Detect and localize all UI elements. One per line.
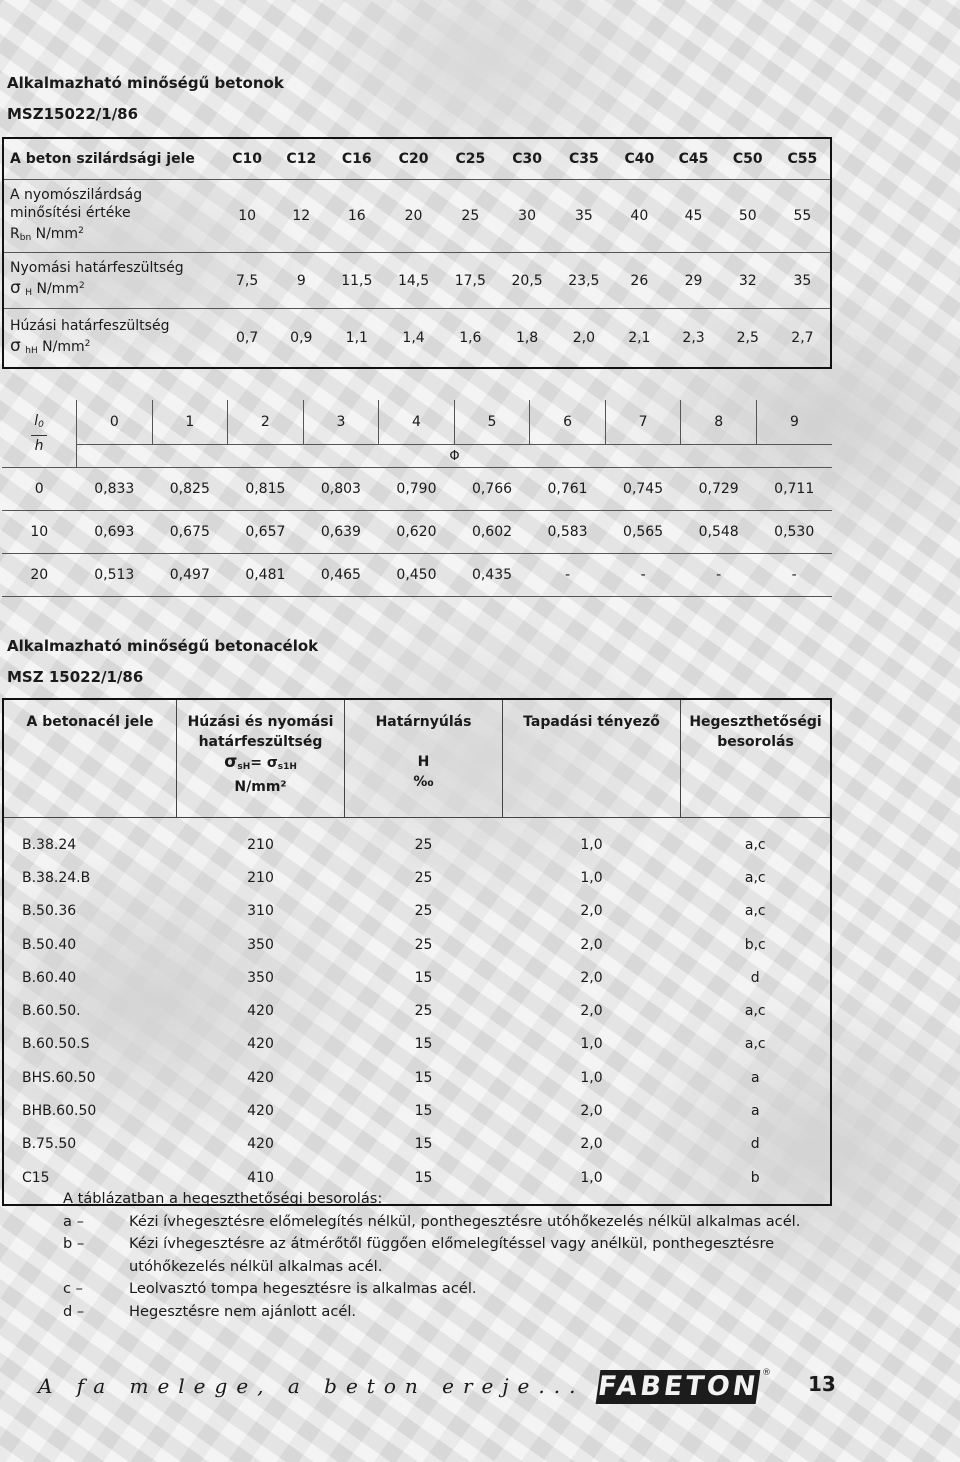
class-cell: C16 xyxy=(328,138,385,180)
phi-value: 0,790 xyxy=(379,468,455,511)
unit: N/mm xyxy=(35,225,79,242)
fraction-top-symbol: l xyxy=(34,413,39,429)
steel-row xyxy=(3,928,831,961)
steel-stress-cell: 350 xyxy=(247,969,274,986)
header-elong-unit: ‰ xyxy=(413,774,434,790)
sigma-symbol: σ xyxy=(10,278,21,298)
value-cell: 23,5 xyxy=(555,253,612,309)
header-bond: Tapadási tényező xyxy=(503,699,681,818)
note-item xyxy=(63,1211,849,1234)
column-header: 8 xyxy=(681,400,757,445)
value-cell: 50 xyxy=(721,180,775,253)
note-key: a – xyxy=(63,1212,84,1230)
note-text: Kézi ívhegesztésre előmelegítés nélkül, ponthegesztésre utóhőkezelés nélkül alkalmas acél. xyxy=(129,1212,801,1230)
symbol: R xyxy=(10,225,20,242)
section1-standard: MSZ15022/1/86 xyxy=(7,105,139,123)
steel-elong-cell: 25 xyxy=(414,1003,433,1020)
note-key: b – xyxy=(63,1235,85,1252)
weldability-notes xyxy=(63,1188,849,1323)
value-cell: 55 xyxy=(775,180,831,253)
ratio-fraction-cell xyxy=(2,400,77,468)
value-cell: 12 xyxy=(274,180,328,253)
value-cell: 0,9 xyxy=(290,330,313,346)
note-key: c – xyxy=(63,1280,83,1297)
value-cell: 1,1 xyxy=(345,330,368,346)
phi-value: 0,657 xyxy=(228,511,304,554)
value-cell: 45 xyxy=(666,180,720,253)
steel-row xyxy=(3,1128,831,1161)
steel-name-cell: B.38.24 xyxy=(22,836,77,853)
value-cell: 32 xyxy=(721,253,775,309)
phi-value: 0,513 xyxy=(77,554,153,597)
label-line: A nyomószilárdság xyxy=(10,186,143,203)
label-unit xyxy=(10,222,220,247)
phi-value: 0,620 xyxy=(379,511,455,554)
note-item xyxy=(63,1301,849,1324)
phi-value: 0,639 xyxy=(303,511,379,554)
steel-stress-cell: 420 xyxy=(247,1069,274,1086)
phi-value: 0,602 xyxy=(454,511,530,554)
header-weldability xyxy=(681,699,832,818)
steel-weld-cell: d xyxy=(750,969,760,986)
steel-elong-cell: 15 xyxy=(414,1036,433,1053)
steel-stress-cell: 410 xyxy=(247,1169,274,1186)
steel-bond-cell: 1,0 xyxy=(580,1169,603,1186)
steel-row xyxy=(3,828,831,861)
column-header: 6 xyxy=(530,400,606,445)
header-weld-line2: besorolás xyxy=(717,734,794,750)
compressive-stress-row xyxy=(3,253,831,309)
steel-elong-cell: 15 xyxy=(414,1136,433,1153)
column-header: 2 xyxy=(228,400,304,445)
formula-eq: = σ xyxy=(250,755,278,771)
value-cell: 20,5 xyxy=(499,253,556,309)
ratio-fraction xyxy=(31,411,47,456)
steel-weld-cell: a,c xyxy=(744,903,766,920)
steel-weld-cell: d xyxy=(750,1136,760,1153)
phi-row xyxy=(2,468,832,511)
class-cell: C20 xyxy=(385,138,442,180)
rebar-steel-table xyxy=(2,698,832,1206)
phi-value: 0,833 xyxy=(77,468,153,511)
steel-name-cell: B.60.50. xyxy=(22,1003,81,1020)
value-cell: 1,6 xyxy=(459,330,482,346)
value-cell: 40 xyxy=(612,180,666,253)
steel-name-cell: BHS.60.50 xyxy=(22,1069,96,1086)
steel-bond-cell: 2,0 xyxy=(580,903,603,920)
sigma-symbol: σ xyxy=(10,335,21,356)
fraction-bottom: h xyxy=(34,438,44,454)
phi-value: 0,815 xyxy=(228,468,304,511)
steel-stress-cell: 420 xyxy=(247,1103,274,1120)
steel-name-cell: B.38.24.B xyxy=(22,869,91,886)
steel-stress-cell: 210 xyxy=(247,869,274,886)
notes-intro: A táblázatban a hegeszthetőségi besorolás: xyxy=(63,1190,383,1207)
steel-row xyxy=(3,861,831,894)
note-item xyxy=(63,1278,849,1301)
phi-value: - xyxy=(605,554,681,597)
steel-weld-cell: b,c xyxy=(744,936,766,953)
phi-value: 0,675 xyxy=(152,511,228,554)
steel-bond-cell: 2,0 xyxy=(580,1136,603,1153)
fabeton-logo: FABETON xyxy=(595,1371,761,1402)
registered-mark: ® xyxy=(762,1368,771,1378)
steel-name-cell: B.60.50.S xyxy=(22,1036,90,1053)
class-cell: C55 xyxy=(775,138,831,180)
row-key: 0 xyxy=(2,468,77,511)
section1-title: Alkalmazható minőségű betonok xyxy=(7,74,284,92)
phi-value: 0,497 xyxy=(152,554,228,597)
note-item xyxy=(63,1233,849,1278)
header-stress-unit: N/mm² xyxy=(234,779,287,795)
steel-stress-cell: 420 xyxy=(247,1136,274,1153)
spacer-row xyxy=(3,818,831,829)
steel-elong-cell: 15 xyxy=(414,1103,433,1120)
column-header: 7 xyxy=(605,400,681,445)
section2-standard: MSZ 15022/1/86 xyxy=(7,668,144,686)
steel-row xyxy=(3,1094,831,1127)
phi-value: - xyxy=(756,554,832,597)
value-cell: 1,8 xyxy=(515,330,539,346)
concrete-grades-table xyxy=(2,137,832,369)
symbol-sub: hH xyxy=(25,345,38,356)
tensile-stress-row xyxy=(3,309,831,369)
steel-weld-cell: b xyxy=(750,1169,760,1186)
steel-bond-cell: 1,0 xyxy=(580,1036,603,1053)
section2-title: Alkalmazható minőségű betonacélok xyxy=(7,637,319,655)
unit: N/mm xyxy=(36,281,79,297)
column-header: 3 xyxy=(303,400,379,445)
phi-value: 0,803 xyxy=(303,468,379,511)
column-header: 0 xyxy=(77,400,153,445)
value-cell: 2,5 xyxy=(736,330,759,346)
row-key: 20 xyxy=(2,554,77,597)
header-name: A betonacél jele xyxy=(3,699,177,818)
steel-bond-cell: 2,0 xyxy=(580,1003,603,1020)
value-cell: 1,4 xyxy=(402,330,425,346)
steel-elong-cell: 25 xyxy=(414,903,433,920)
value-cell: 16 xyxy=(328,180,385,253)
unit: N/mm xyxy=(42,338,85,355)
footer-motto: A fa melege, a beton ereje... xyxy=(38,1374,585,1398)
label-line: Húzási határfeszültség xyxy=(10,317,170,334)
unit-sup: 2 xyxy=(84,338,91,349)
value-cell: 10 xyxy=(220,180,274,253)
header-elong-symbol: H xyxy=(417,754,430,770)
class-cell: C30 xyxy=(499,138,556,180)
value-cell: 17,5 xyxy=(442,253,499,309)
value-cell: 7,5 xyxy=(220,253,274,309)
phi-symbol: Φ xyxy=(77,445,833,468)
phi-value: 0,711 xyxy=(756,468,832,511)
phi-value: 0,530 xyxy=(756,511,832,554)
steel-bond-cell: 1,0 xyxy=(580,836,603,853)
steel-name-cell: B.60.40 xyxy=(22,969,77,986)
header-stress xyxy=(177,699,345,818)
value-cell: 35 xyxy=(775,253,831,309)
steel-stress-cell: 420 xyxy=(247,1003,274,1020)
steel-header-row xyxy=(3,699,831,818)
symbol-sub: bn xyxy=(19,232,32,243)
phi-value: 0,766 xyxy=(454,468,530,511)
column-header: 1 xyxy=(152,400,228,445)
label-line: minősítési értéke xyxy=(10,204,131,221)
value-cell: 25 xyxy=(442,180,499,253)
phi-value: 0,450 xyxy=(379,554,455,597)
steel-weld-cell: a,c xyxy=(744,1003,766,1020)
note-text: Hegesztésre nem ajánlott acél. xyxy=(129,1302,357,1320)
class-cell: C25 xyxy=(442,138,499,180)
column-header: 5 xyxy=(454,400,530,445)
compressive-strength-row xyxy=(3,180,831,253)
phi-row xyxy=(2,554,832,597)
row-label xyxy=(3,180,220,253)
steel-weld-cell: a,c xyxy=(744,836,766,853)
phi-value: 0,481 xyxy=(228,554,304,597)
steel-bond-cell: 2,0 xyxy=(580,1103,603,1120)
steel-row xyxy=(3,1028,831,1061)
phi-value: 0,583 xyxy=(530,511,606,554)
label-unit xyxy=(10,277,220,302)
value-cell: 2,0 xyxy=(572,330,595,346)
phi-value: 0,548 xyxy=(681,511,757,554)
steel-elong-cell: 15 xyxy=(414,969,433,986)
steel-row xyxy=(3,994,831,1027)
phi-header-row xyxy=(2,400,832,445)
steel-name-cell: C15 xyxy=(22,1169,50,1186)
steel-name-cell: B.75.50 xyxy=(22,1136,77,1153)
steel-row xyxy=(3,1061,831,1094)
phi-row xyxy=(2,511,832,554)
header-elongation xyxy=(345,699,503,818)
value-cell: 9 xyxy=(274,253,328,309)
unit-sup: 2 xyxy=(78,281,85,291)
steel-stress-cell: 210 xyxy=(247,836,274,853)
class-cell: C10 xyxy=(220,138,274,180)
page-number: 13 xyxy=(808,1372,836,1396)
row-label xyxy=(3,309,220,369)
header-stress-line1: Húzási és nyomási xyxy=(187,714,334,730)
value-cell: 29 xyxy=(666,253,720,309)
note-text: Kézi ívhegesztésre az átmérőtől függően előmelegítéssel vagy anélkül, ponthegesztésre utóhőkezelés nélkül alkalmas acél. xyxy=(129,1235,775,1275)
phi-value: 0,825 xyxy=(152,468,228,511)
value-cell: 2,3 xyxy=(682,330,705,346)
row-key: 10 xyxy=(2,511,77,554)
value-cell: 14,5 xyxy=(385,253,442,309)
header-weld-line1: Hegeszthetőségi xyxy=(689,714,822,730)
label-line: Nyomási határfeszültség xyxy=(10,260,184,276)
phi-value: 0,435 xyxy=(454,554,530,597)
fraction-top xyxy=(31,411,47,436)
steel-row xyxy=(3,895,831,928)
steel-elong-cell: 25 xyxy=(414,869,433,886)
class-cell: C12 xyxy=(274,138,328,180)
phi-value: 0,745 xyxy=(605,468,681,511)
formula-sub: sH xyxy=(237,762,251,772)
steel-name-cell: BHB.60.50 xyxy=(22,1103,97,1120)
sigma-symbol: σ xyxy=(224,752,238,772)
concrete-header-row xyxy=(3,138,831,180)
steel-weld-cell: a xyxy=(750,1069,760,1086)
formula-sub: s1H xyxy=(277,762,297,772)
phi-value: 0,729 xyxy=(681,468,757,511)
value-cell: 0,7 xyxy=(235,330,259,346)
unit-sup: 2 xyxy=(78,225,84,236)
steel-weld-cell: a,c xyxy=(744,1036,766,1053)
steel-name-cell: B.50.40 xyxy=(22,936,77,953)
class-cell: C50 xyxy=(721,138,775,180)
value-cell: 35 xyxy=(555,180,612,253)
value-cell: 2,7 xyxy=(791,330,814,346)
phi-value: 0,565 xyxy=(605,511,681,554)
steel-stress-cell: 310 xyxy=(247,903,274,920)
steel-elong-cell: 15 xyxy=(414,1169,433,1186)
label-unit xyxy=(10,335,220,360)
steel-elong-cell: 15 xyxy=(414,1069,433,1086)
value-cell: 30 xyxy=(499,180,556,253)
steel-rows xyxy=(3,828,831,1205)
class-cell: C45 xyxy=(666,138,720,180)
steel-bond-cell: 1,0 xyxy=(580,1069,603,1086)
fraction-top-sub: 0 xyxy=(38,420,44,430)
steel-elong-cell: 25 xyxy=(414,836,433,853)
steel-name-cell: B.50.36 xyxy=(22,903,77,920)
column-header: 9 xyxy=(756,400,832,445)
value-cell: 11,5 xyxy=(328,253,385,309)
concrete-header-label: A beton szilárdsági jele xyxy=(3,138,220,180)
class-cell: C35 xyxy=(555,138,612,180)
symbol-sub: H xyxy=(25,288,33,298)
phi-value: 0,693 xyxy=(77,511,153,554)
note-text: Leolvasztó tompa hegesztésre is alkalmas acél. xyxy=(129,1280,477,1297)
steel-bond-cell: 1,0 xyxy=(580,869,603,886)
value-cell: 20 xyxy=(385,180,442,253)
steel-bond-cell: 2,0 xyxy=(580,936,603,953)
note-key: d – xyxy=(63,1302,85,1320)
value-cell: 2,1 xyxy=(628,330,651,346)
phi-value: 0,465 xyxy=(303,554,379,597)
class-cell: C40 xyxy=(612,138,666,180)
value-cell: 26 xyxy=(612,253,666,309)
header-stress-formula xyxy=(178,752,343,777)
phi-value: - xyxy=(681,554,757,597)
steel-weld-cell: a xyxy=(750,1103,760,1120)
steel-elong-cell: 25 xyxy=(414,936,433,953)
phi-value: - xyxy=(530,554,606,597)
header-elong-label: Határnyúlás xyxy=(375,714,472,730)
steel-stress-cell: 350 xyxy=(247,936,274,953)
steel-row xyxy=(3,961,831,994)
phi-coefficient-table xyxy=(2,400,832,597)
phi-symbol-row xyxy=(2,445,832,468)
header-stress-line2: határfeszültség xyxy=(198,734,323,750)
steel-bond-cell: 2,0 xyxy=(580,969,603,986)
row-label xyxy=(3,253,220,309)
phi-value: 0,761 xyxy=(530,468,606,511)
column-header: 4 xyxy=(379,400,455,445)
steel-weld-cell: a,c xyxy=(744,869,766,886)
steel-stress-cell: 420 xyxy=(247,1036,274,1053)
